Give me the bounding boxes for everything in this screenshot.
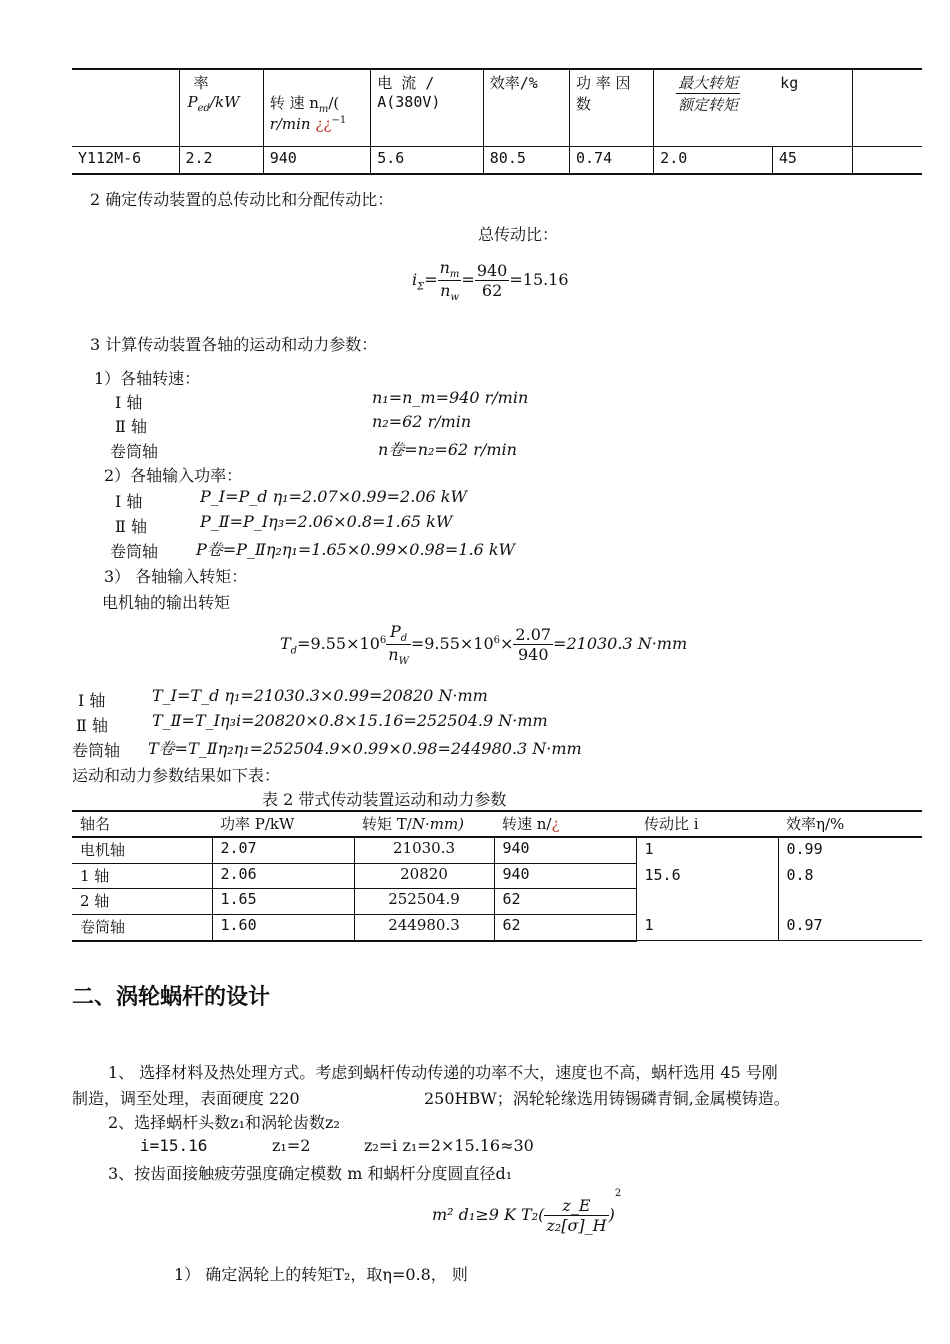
power-header-sub: ed <box>197 103 210 114</box>
para1-line2a: 制造，调至处理，表面硬度 220 <box>72 1089 300 1108</box>
current-header-line2: A(380V) <box>377 93 441 111</box>
current-header-line1: 电 流 / <box>377 74 435 92</box>
power-label-2: Ⅱ 轴 <box>115 517 147 536</box>
ratio-den: 62 <box>481 281 503 301</box>
torque-title: 3） 各轴输入转矩： <box>104 567 248 586</box>
torque-ratio-frac <box>676 72 740 115</box>
motor-col-eff-header <box>483 69 569 147</box>
module-formula <box>432 1187 622 1235</box>
power-eq-2: P_Ⅱ=P_Ⅰη₃=2.06×0.8=1.65 kW <box>200 512 453 531</box>
row-power: 2.07 <box>212 837 354 863</box>
para1-line1: 1、 选择材料及热处理方式。考虑到蜗杆传动传递的功率不大，速度也不高，蜗杆选用 45 号刚 <box>108 1063 778 1082</box>
power-eq-1: P_Ⅰ=P_d η₁=2.07×0.99=2.06 kW <box>200 487 467 506</box>
eff-value-1: 0.99 <box>786 840 823 858</box>
motor-current-cell: 5.6 <box>371 147 484 175</box>
speed-title: 1）各轴转速： <box>94 369 201 388</box>
speed-label-1: Ⅰ 轴 <box>115 393 143 412</box>
eff-header: 效率/% <box>489 74 538 92</box>
row-speed: 62 <box>494 889 636 915</box>
row-power: 2.06 <box>212 863 354 889</box>
power-title: 2）各轴输入功率： <box>104 466 243 485</box>
ratio-symbol: i <box>412 270 418 290</box>
para4: 1） 确定涡轮上的转矩T₂，取η=0.8， 则 <box>174 1265 468 1284</box>
motor-torque-label: 电机轴的输出转矩 <box>102 593 231 612</box>
ratio-sub: Σ <box>417 281 425 293</box>
td-exp2: 6 <box>493 634 501 646</box>
formula-exp: 2 <box>614 1187 622 1199</box>
header-speed <box>494 811 636 837</box>
motor-table-value-row <box>72 147 922 175</box>
table-row <box>72 837 922 863</box>
ratio-value-1: 1 <box>644 840 654 858</box>
row-shaft-name: 卷筒轴 <box>72 914 212 940</box>
formula-rhs: ) <box>608 1205 615 1224</box>
eff-value-2: 0.8 <box>786 866 814 884</box>
torque-label-2: Ⅱ 轴 <box>76 716 108 735</box>
formula-lhs: m² d₁≥9 K T₂( <box>432 1205 545 1224</box>
header-torque <box>354 811 494 837</box>
torque-ratio-den: 额定转矩 <box>678 96 739 114</box>
row-torque: 20820 <box>354 863 494 889</box>
motor-pf-cell: 0.74 <box>569 147 653 175</box>
table2-caption: 表 2 带式传动装置运动和动力参数 <box>262 790 507 809</box>
nw-sub: w <box>450 292 459 304</box>
total-ratio-label: 总传动比： <box>478 225 559 244</box>
motor-spec-table <box>72 68 922 175</box>
para1-line2b: 250HBW；涡轮轮缘选用铸锡磷青铜,金属模铸造。 <box>424 1089 790 1108</box>
ratio-value-2: 15.6 <box>644 866 681 884</box>
row-torque: 21030.3 <box>354 837 494 863</box>
speed-eq-3: n卷=n₂=62 r/min <box>378 440 517 459</box>
row-shaft-name: 2 轴 <box>72 889 212 915</box>
power-eq-3: P卷=P_Ⅱη₂η₁=1.65×0.99×0.98=1.6 kW <box>196 540 515 559</box>
speed-eq-1: n₁=n_m=940 r/min <box>372 388 529 407</box>
speed-header-line2: r/min <box>269 115 311 133</box>
ratio-num: 940 <box>476 261 508 281</box>
motor-col-speed-header <box>263 69 371 147</box>
torque-label-1: Ⅰ 轴 <box>78 691 106 710</box>
td-frac1-den: n <box>388 645 399 665</box>
motor-col-ratio-header <box>654 69 853 147</box>
td-frac1-num: P <box>389 622 401 641</box>
speed-header-line1: 转 速 n <box>269 94 319 112</box>
para3: 3、按齿面接触疲劳强度确定模数 m 和蜗杆分度圆直径d₁ <box>108 1164 513 1183</box>
header-shaft: 轴名 <box>72 811 212 837</box>
eff-value-3: 0.97 <box>786 916 823 934</box>
ratio-cell <box>636 837 778 941</box>
power-label-3: 卷筒轴 <box>110 542 159 561</box>
section-3-heading: 3 计算传动装置各轴的运动和动力参数： <box>90 335 378 354</box>
torque-eq-1: T_Ⅰ=T_d η₁=21030.3×0.99=20820 N·mm <box>152 686 488 705</box>
torque-ratio-num: 最大转矩 <box>678 74 739 92</box>
td-exp1: 6 <box>379 634 387 646</box>
td-frac1-den-sub: W <box>398 656 409 668</box>
row-torque: 252504.9 <box>354 889 494 915</box>
motor-empty-cell <box>852 147 922 175</box>
speed-label-3: 卷筒轴 <box>110 442 159 461</box>
td-frac2-num: 2.07 <box>515 625 552 645</box>
power-header-line1: 率 <box>193 74 209 92</box>
motor-model-cell: Y112M-6 <box>72 147 179 175</box>
motor-mass-cell: 45 <box>772 147 852 175</box>
pf-header-line2: 数 <box>575 95 591 113</box>
formula-num: z_E <box>544 1196 608 1216</box>
td-result: =21030.3 N·mm <box>553 634 688 654</box>
row-speed: 940 <box>494 837 636 863</box>
pf-header-line1: 功 率 因 <box>575 74 631 92</box>
motor-power-cell: 2.2 <box>179 147 263 175</box>
ratio-result: =15.16 <box>509 270 569 290</box>
motor-col-power-header <box>179 69 263 147</box>
section-2-heading: 2 确定传动装置的总传动比和分配传动比： <box>90 190 394 209</box>
motor-col-empty-header <box>852 69 922 147</box>
result-intro: 运动和动力参数结果如下表： <box>72 766 281 785</box>
row-power: 1.60 <box>212 914 354 940</box>
formula-den: z₂[σ]_H <box>546 1216 607 1235</box>
speed-eq-2: n₂=62 r/min <box>372 412 472 431</box>
motor-torque-ratio-cell: 2.0 <box>654 147 773 175</box>
efficiency-cell <box>778 837 922 941</box>
torque-eq-3: T卷=T_Ⅱη₂η₁=252504.9×0.99×0.98=244980.3 N·mm <box>148 739 582 758</box>
total-ratio-equation: $i_\Sigma=$ $\frac{n_m}{n_w}$ = $\frac{940}{62}$ =15.16 <box>412 258 569 304</box>
nm-symbol: n <box>439 258 450 277</box>
para2: 2、选择蜗杆头数z₁和涡轮齿数z₂ <box>108 1113 340 1132</box>
motor-eff-cell: 80.5 <box>483 147 569 175</box>
speed-label-2: Ⅱ 轴 <box>115 417 147 436</box>
row-shaft-name: 1 轴 <box>72 863 212 889</box>
header-torque-text: 转矩 T/ <box>362 815 412 833</box>
power-header-unit: /kW <box>209 93 240 111</box>
td-frac1-num-sub: d <box>400 633 408 645</box>
row-shaft-name: 电机轴 <box>72 837 212 863</box>
td-equation: $T_d=9.55\times 10^6$ $\frac{P_d}{n_W}$ $=9.55\times 10^6\times$ $\frac{2.07}{940}$ =21030.3 N·mm <box>280 622 688 668</box>
td-frac2-den: 940 <box>517 645 549 665</box>
speed-header-sub: m <box>318 104 329 115</box>
header-ratio: 传动比 i <box>636 811 778 837</box>
motor-speed-cell: 940 <box>263 147 371 175</box>
para2-z1: z₁=2 <box>272 1136 311 1155</box>
result-table <box>72 810 922 942</box>
para2-ratio: i=15.16 <box>140 1136 208 1155</box>
header-power: 功率 P/kW <box>212 811 354 837</box>
nw-symbol: n <box>440 281 451 301</box>
torque-eq-2: T_Ⅱ=T_Ⅰη₃i=20820×0.8×15.16=252504.9 N·mm <box>152 711 548 730</box>
nm-sub: m <box>449 269 460 281</box>
row-speed: 62 <box>494 914 636 940</box>
header-speed-garbled: ¿ <box>551 815 560 833</box>
header-efficiency: 效率η/% <box>778 811 922 837</box>
power-label-1: Ⅰ 轴 <box>115 492 143 511</box>
row-power: 1.65 <box>212 889 354 915</box>
td-symbol: T <box>280 634 291 654</box>
result-table-header <box>72 811 922 837</box>
motor-col-model-header <box>72 69 179 147</box>
motor-col-current-header <box>371 69 484 147</box>
torque-label-3: 卷筒轴 <box>72 741 121 760</box>
mass-header: kg <box>780 74 799 92</box>
row-torque: 244980.3 <box>354 914 494 940</box>
motor-col-pf-header <box>569 69 653 147</box>
speed-header-rest: /( <box>328 94 340 112</box>
td-part1: =9.55×10 <box>297 634 380 654</box>
header-speed-text: 转速 n/ <box>502 815 552 833</box>
td-sub: d <box>290 645 298 657</box>
para2-z2: z₂=i z₁=2×15.16≈30 <box>364 1136 534 1155</box>
motor-table-header-row <box>72 69 922 147</box>
speed-header-garbled: ¿¿ <box>315 115 332 133</box>
speed-header-sup: −1 <box>331 115 347 126</box>
header-torque-unit: N·mm) <box>411 815 465 833</box>
chapter-title: 二、涡轮蜗杆的设计 <box>72 985 271 1010</box>
ratio-value-3: 1 <box>644 916 654 934</box>
row-speed: 940 <box>494 863 636 889</box>
power-header-symbol: P <box>187 93 198 111</box>
td-part2: =9.55×10 <box>410 634 494 654</box>
